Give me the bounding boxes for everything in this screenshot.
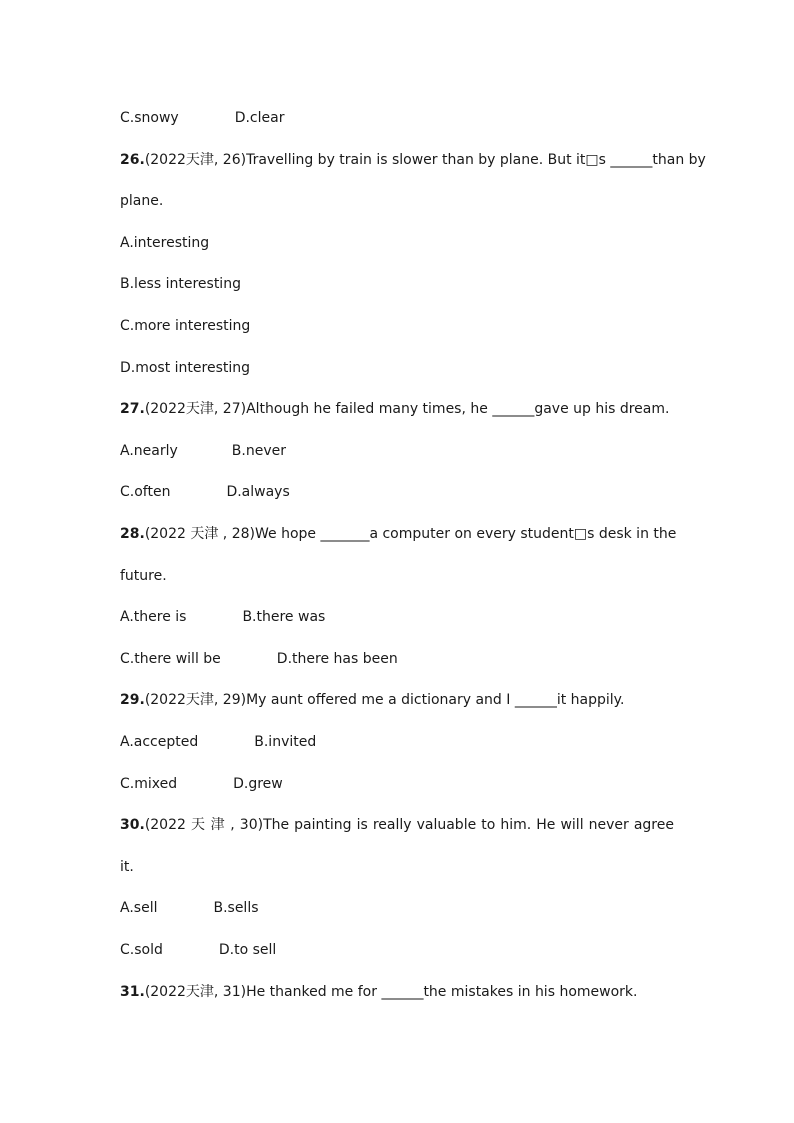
question-31 xyxy=(120,982,674,1002)
option-a: A.sell xyxy=(120,900,158,916)
option-d: D.clear xyxy=(234,110,285,126)
question-30 xyxy=(120,815,674,835)
document-page xyxy=(120,0,706,1123)
question-text: it. xyxy=(120,859,134,875)
question-number: 29. xyxy=(120,692,145,708)
question-text: (2022天津, 26)Travelling by train is slower than by plane. But it□s ______than by xyxy=(144,152,706,168)
question-continuation xyxy=(120,566,674,586)
option-line xyxy=(120,774,674,794)
option-d: D.always xyxy=(226,484,290,500)
question-text: future. xyxy=(120,568,167,584)
question-text: (2022 天 津 , 30)The painting is really valuable to him. He will never agree xyxy=(144,817,674,833)
option-d: D.grew xyxy=(233,776,283,792)
option-a: A.nearly xyxy=(120,443,178,459)
option-b: B.sells xyxy=(213,900,259,916)
question-continuation xyxy=(120,191,674,211)
question-continuation xyxy=(120,857,674,877)
option-a xyxy=(120,233,674,253)
question-number: 26. xyxy=(120,152,145,168)
option-c: C.sold xyxy=(120,942,163,958)
option-d xyxy=(120,358,674,378)
option-b xyxy=(120,274,674,294)
option-line xyxy=(120,898,674,918)
option-line xyxy=(120,649,674,669)
question-number: 27. xyxy=(120,401,145,417)
question-26 xyxy=(120,150,706,170)
question-text: (2022天津, 31)He thanked me for ______the mistakes in his homework. xyxy=(144,984,638,1000)
option-d: D.to sell xyxy=(218,942,277,958)
option-b: B.never xyxy=(231,443,286,459)
question-number: 28. xyxy=(120,526,145,542)
option-b: B.invited xyxy=(254,734,317,750)
option-line xyxy=(120,441,674,461)
option-line xyxy=(120,607,674,627)
option-c xyxy=(120,316,674,336)
question-number: 30. xyxy=(120,817,145,833)
option-line xyxy=(120,482,674,502)
option-d: D.there has been xyxy=(276,651,398,667)
question-29 xyxy=(120,690,674,710)
question-text: plane. xyxy=(120,193,164,209)
question-text: (2022 天津 , 28)We hope _______a computer on every student□s desk in the xyxy=(144,526,677,542)
option-c: C.often xyxy=(120,484,171,500)
option-text: C.more interesting xyxy=(120,318,251,334)
option-a: A.accepted xyxy=(120,734,199,750)
question-27 xyxy=(120,399,674,419)
option-text: A.interesting xyxy=(120,235,210,251)
option-line xyxy=(120,108,674,128)
option-text: D.most interesting xyxy=(120,360,251,376)
option-line xyxy=(120,732,674,752)
option-b: B.there was xyxy=(242,609,326,625)
question-28 xyxy=(120,524,677,544)
option-line xyxy=(120,940,674,960)
option-c: C.mixed xyxy=(120,776,178,792)
option-text: B.less interesting xyxy=(120,276,241,292)
question-text: (2022天津, 27)Although he failed many times, he ______gave up his dream. xyxy=(144,401,670,417)
option-a: A.there is xyxy=(120,609,187,625)
question-number: 31. xyxy=(120,984,145,1000)
question-text: (2022天津, 29)My aunt offered me a dictionary and I ______it happily. xyxy=(144,692,625,708)
option-c: C.snowy xyxy=(120,110,179,126)
option-c: C.there will be xyxy=(120,651,221,667)
